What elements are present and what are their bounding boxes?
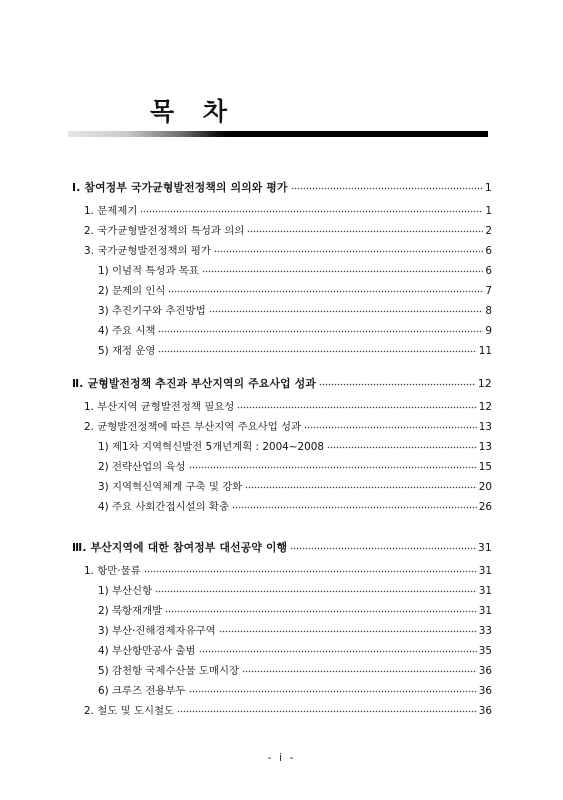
dot-leader bbox=[140, 209, 483, 213]
toc-page-number: 26 bbox=[478, 501, 492, 513]
toc-chapter-2[interactable] bbox=[72, 377, 492, 391]
toc-entry-label: 5) 재정 운영 bbox=[98, 345, 156, 357]
toc-page-number: 12 bbox=[478, 401, 492, 413]
toc-page-number: 36 bbox=[478, 665, 492, 677]
toc-entry-label: 1. 문제제기 bbox=[84, 205, 138, 217]
dot-leader bbox=[319, 382, 476, 386]
toc-entry-label: 6) 크루즈 전용부두 bbox=[98, 685, 186, 697]
dot-leader bbox=[237, 405, 476, 409]
toc-page-number: 11 bbox=[478, 345, 492, 357]
toc-section[interactable] bbox=[84, 224, 492, 238]
toc-page-number: 20 bbox=[478, 481, 492, 493]
toc-page-number: 31 bbox=[477, 541, 492, 554]
toc-entry-label: 4) 부산항만공사 출범 bbox=[98, 645, 196, 657]
toc-entry-label: 1. 부산지역 균형발전정책 필요성 bbox=[84, 401, 235, 413]
toc-subsection[interactable] bbox=[98, 624, 492, 638]
dot-leader bbox=[232, 505, 477, 509]
toc-subsection[interactable] bbox=[98, 480, 492, 494]
dot-leader bbox=[242, 669, 477, 673]
toc-entry-label: 1) 부산신항 bbox=[98, 585, 153, 597]
toc-subsection[interactable] bbox=[98, 284, 492, 298]
toc-page-number: 13 bbox=[478, 441, 492, 453]
toc-subsection[interactable] bbox=[98, 584, 492, 598]
toc-section[interactable] bbox=[84, 244, 492, 258]
dot-leader bbox=[144, 569, 477, 573]
toc-entry-label: Ⅲ. 부산지역에 대한 참여정부 대선공약 이행 bbox=[72, 541, 288, 554]
toc-entry-label: 5) 감천항 국제수산물 도매시장 bbox=[98, 665, 240, 677]
toc-subsection[interactable] bbox=[98, 664, 492, 678]
toc-page-number: 15 bbox=[478, 461, 492, 473]
toc-entry-label: 1. 항만·물류 bbox=[84, 565, 141, 577]
dot-leader bbox=[168, 289, 483, 293]
toc-page-number: 6 bbox=[485, 245, 492, 257]
dot-leader bbox=[189, 689, 477, 693]
toc-page-number: 31 bbox=[478, 565, 492, 577]
toc-entry-label: 2. 균형발전정책에 따른 부산지역 주요사업 성과 bbox=[84, 421, 302, 433]
toc-section[interactable] bbox=[84, 400, 492, 414]
toc-page-number: 9 bbox=[485, 325, 492, 337]
toc-entry-label: 2. 국가균형발전정책의 특성과 의의 bbox=[84, 225, 245, 237]
toc-page-number: 2 bbox=[485, 225, 492, 237]
toc-page-number: 1 bbox=[485, 205, 492, 217]
toc-page-number: 12 bbox=[477, 377, 492, 390]
toc-chapter-1[interactable] bbox=[72, 181, 492, 195]
toc-section[interactable] bbox=[84, 704, 492, 718]
toc-page-number: 31 bbox=[478, 585, 492, 597]
toc-entry-label: 2) 전략산업의 육성 bbox=[98, 461, 186, 473]
toc-entry-label: 4) 주요 시책 bbox=[98, 325, 156, 337]
dot-leader bbox=[165, 609, 477, 613]
toc-subsection[interactable] bbox=[98, 460, 492, 474]
toc-chapter-3[interactable] bbox=[72, 541, 492, 555]
toc-page-number: 8 bbox=[485, 305, 492, 317]
toc-subsection[interactable] bbox=[98, 324, 492, 338]
toc-entry-label: 3) 지역혁신역체계 구축 및 강화 bbox=[98, 481, 243, 493]
dot-leader bbox=[291, 186, 483, 190]
toc-section[interactable] bbox=[84, 420, 492, 434]
toc-entry-label: 1) 제1차 지역혁신발전 5개년계획 : 2004~2008 bbox=[98, 441, 324, 453]
dot-leader bbox=[219, 629, 477, 633]
toc-entry-label: 2. 철도 및 도시철도 bbox=[84, 705, 175, 717]
toc-entry-label: Ⅱ. 균형발전정책 추진과 부산지역의 주요사업 성과 bbox=[72, 377, 317, 390]
toc-entry-label: 3) 부산·진해경제자유구역 bbox=[98, 625, 216, 637]
toc-subsection[interactable] bbox=[98, 644, 492, 658]
toc-page-number: 31 bbox=[478, 605, 492, 617]
dot-leader bbox=[202, 269, 484, 273]
dot-leader bbox=[245, 485, 476, 489]
toc-page-number: 7 bbox=[485, 285, 492, 297]
dot-leader bbox=[199, 649, 477, 653]
dot-leader bbox=[189, 465, 477, 469]
toc-entry-label: 2) 북항재개발 bbox=[98, 605, 163, 617]
toc-entry-label: Ⅰ. 참여정부 국가균형발전정책의 의의와 평가 bbox=[72, 181, 288, 194]
toc-subsection[interactable] bbox=[98, 604, 492, 618]
toc-page-number: 6 bbox=[485, 265, 492, 277]
toc-entry-label: 3) 추진기구와 추진방법 bbox=[98, 305, 206, 317]
toc-entry-label: 1) 이념적 특성과 목표 bbox=[98, 265, 199, 277]
toc-subsection[interactable] bbox=[98, 500, 492, 514]
dot-leader bbox=[290, 546, 476, 550]
toc-section[interactable] bbox=[84, 204, 492, 218]
toc-section[interactable] bbox=[84, 564, 492, 578]
dot-leader bbox=[158, 349, 476, 353]
dot-leader bbox=[304, 425, 477, 429]
dot-leader bbox=[155, 589, 477, 593]
toc-subsection[interactable] bbox=[98, 344, 492, 358]
toc-entry-label: 4) 주요 사회간접시설의 확충 bbox=[98, 501, 229, 513]
toc-subsection[interactable] bbox=[98, 304, 492, 318]
toc-subsection[interactable] bbox=[98, 684, 492, 698]
toc-entry-label: 2) 문제의 인식 bbox=[98, 285, 166, 297]
toc-subsection[interactable] bbox=[98, 264, 492, 278]
toc-subsection[interactable] bbox=[98, 440, 492, 454]
dot-leader bbox=[177, 709, 477, 713]
title-underline bbox=[68, 131, 488, 137]
toc-page-number: 35 bbox=[478, 645, 492, 657]
page-title: 목 차 bbox=[150, 97, 238, 126]
toc-page-number: 36 bbox=[478, 705, 492, 717]
toc-page-number: 13 bbox=[478, 421, 492, 433]
toc-page-number: 36 bbox=[478, 685, 492, 697]
dot-leader bbox=[158, 329, 483, 333]
toc-page-number: 1 bbox=[484, 181, 492, 194]
page-number-footer: - i - bbox=[267, 751, 296, 764]
dot-leader bbox=[327, 445, 477, 449]
dot-leader bbox=[209, 309, 484, 313]
dot-leader bbox=[214, 249, 483, 253]
toc-entry-label: 3. 국가균형발전정책의 평가 bbox=[84, 245, 211, 257]
dot-leader bbox=[247, 229, 483, 233]
toc-page-number: 33 bbox=[478, 625, 492, 637]
